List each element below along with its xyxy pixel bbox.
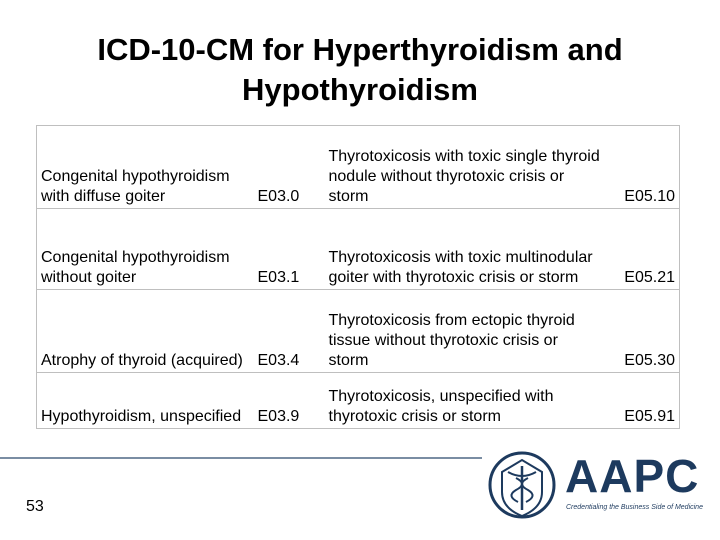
slide-title (0, 30, 720, 110)
aapc-logo (488, 448, 703, 522)
hyperthyroid-code: E05.91 (605, 373, 680, 429)
hyperthyroid-description: Thyrotoxicosis with toxic single thyroid nodule without thyrotoxic crisis or storm (325, 126, 605, 209)
hypothyroid-description: Atrophy of thyroid (acquired) (37, 290, 254, 373)
logo-wordmark: AAPC (565, 450, 700, 502)
hyperthyroid-description: Thyrotoxicosis from ectopic thyroid tissue without thyrotoxic crisis or storm (325, 290, 605, 373)
table-row (37, 209, 680, 290)
table-row (37, 373, 680, 429)
hypothyroid-code: E03.0 (254, 126, 325, 209)
hypothyroid-code: E03.4 (254, 290, 325, 373)
footer-divider (0, 457, 482, 459)
hypothyroid-description: Congenital hypothyroidism without goiter (37, 209, 254, 290)
hyperthyroid-description: Thyrotoxicosis with toxic multinodular goiter with thyrotoxic crisis or storm (325, 209, 605, 290)
table-row (37, 290, 680, 373)
table-row (37, 126, 680, 209)
hypothyroid-description: Congenital hypothyroidism with diffuse goiter (37, 126, 254, 209)
hypothyroid-code: E03.9 (254, 373, 325, 429)
slide-title-line-1: ICD-10-CM for Hyperthyroidism and (97, 32, 623, 67)
caduceus-shield-icon (488, 448, 556, 522)
hyperthyroid-description: Thyrotoxicosis, unspecified with thyrotoxic crisis or storm (325, 373, 605, 429)
hyperthyroid-code: E05.10 (605, 126, 680, 209)
hypothyroid-description: Hypothyroidism, unspecified (37, 373, 254, 429)
hyperthyroid-code: E05.21 (605, 209, 680, 290)
hyperthyroid-code: E05.30 (605, 290, 680, 373)
hypothyroid-code: E03.1 (254, 209, 325, 290)
page-number: 53 (26, 498, 44, 515)
logo-tagline: Credentialing the Business Side of Medicine (566, 504, 703, 511)
icd-code-table (36, 125, 680, 429)
slide-title-line-2: Hypothyroidism (242, 72, 478, 107)
